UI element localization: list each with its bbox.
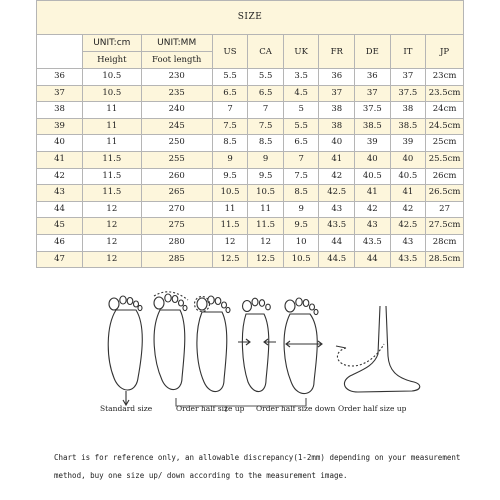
- height-header: Height: [83, 52, 142, 69]
- table-cell: 42: [37, 168, 83, 185]
- table-cell: 36: [355, 69, 391, 86]
- table-cell: 7: [212, 102, 248, 119]
- table-cell: 8.5: [248, 135, 284, 152]
- table-cell: 38: [319, 118, 355, 135]
- size-chart-table: [36, 0, 464, 268]
- table-cell: 42: [355, 201, 391, 218]
- table-cell: 38: [390, 102, 426, 119]
- table-cell: 10.5: [83, 85, 142, 102]
- table-cell: 40: [319, 135, 355, 152]
- table-row: [37, 102, 464, 119]
- table-cell: 12.5: [248, 251, 284, 268]
- foot-long-icon: [195, 296, 231, 392]
- region-jp: JP: [426, 35, 464, 69]
- table-cell: 38.5: [355, 118, 391, 135]
- table-cell: 42.5: [390, 218, 426, 235]
- foot-length-header: Foot length: [141, 52, 212, 69]
- table-cell: 37.5: [355, 102, 391, 119]
- table-row: [37, 251, 464, 268]
- table-row: [37, 118, 464, 135]
- table-row: [37, 135, 464, 152]
- region-ca: CA: [248, 35, 284, 69]
- table-cell: 9.5: [248, 168, 284, 185]
- table-cell: 12: [212, 234, 248, 251]
- table-cell: 43: [355, 218, 391, 235]
- table-cell: 255: [141, 151, 212, 168]
- table-cell: 285: [141, 251, 212, 268]
- table-cell: 8.5: [212, 135, 248, 152]
- table-cell: 36: [37, 69, 83, 86]
- table-cell: 28cm: [426, 234, 464, 251]
- table-cell: 240: [141, 102, 212, 119]
- table-cell: 44: [319, 234, 355, 251]
- table-cell: 9.5: [283, 218, 319, 235]
- table-row: [37, 69, 464, 86]
- table-cell: 9.5: [212, 168, 248, 185]
- table-cell: 25cm: [426, 135, 464, 152]
- table-cell: 9: [212, 151, 248, 168]
- table-cell: 37: [319, 85, 355, 102]
- table-cell: 42.5: [319, 185, 355, 202]
- table-cell: 7: [248, 102, 284, 119]
- region-it: IT: [390, 35, 426, 69]
- table-cell: 12: [83, 251, 142, 268]
- table-cell: 12: [83, 201, 142, 218]
- table-row: [37, 185, 464, 202]
- table-cell: 41: [390, 185, 426, 202]
- table-cell: 11.5: [83, 185, 142, 202]
- table-cell: 10.5: [248, 185, 284, 202]
- table-cell: 23cm: [426, 69, 464, 86]
- table-cell: 12: [83, 218, 142, 235]
- foot-wide-icon: [284, 298, 322, 394]
- table-cell: 43: [390, 234, 426, 251]
- table-cell: 9: [283, 201, 319, 218]
- table-cell: 250: [141, 135, 212, 152]
- region-de: DE: [355, 35, 391, 69]
- table-cell: 235: [141, 85, 212, 102]
- table-cell: 11.5: [83, 168, 142, 185]
- table-cell: 7.5: [248, 118, 284, 135]
- table-cell: 11: [83, 135, 142, 152]
- table-cell: 42: [390, 201, 426, 218]
- table-cell: 43.5: [355, 234, 391, 251]
- table-cell: 37: [390, 69, 426, 86]
- table-cell: 41: [355, 185, 391, 202]
- table-cell: 40: [37, 135, 83, 152]
- table-cell: 260: [141, 168, 212, 185]
- table-cell: 245: [141, 118, 212, 135]
- table-cell: 46: [37, 234, 83, 251]
- table-cell: 270: [141, 201, 212, 218]
- table-cell: 40: [355, 151, 391, 168]
- table-cell: 24.5cm: [426, 118, 464, 135]
- table-cell: 37.5: [390, 85, 426, 102]
- table-cell: 12: [248, 234, 284, 251]
- table-row: [37, 151, 464, 168]
- table-cell: 44.5: [319, 251, 355, 268]
- unit-cm-label: UNIT:cm: [83, 35, 142, 52]
- table-cell: 27.5cm: [426, 218, 464, 235]
- table-cell: 39: [390, 135, 426, 152]
- table-cell: 41: [319, 151, 355, 168]
- caption-standard-size: Standard size: [100, 404, 153, 413]
- table-cell: 11: [83, 118, 142, 135]
- table-cell: 43.5: [319, 218, 355, 235]
- table-cell: 38.5: [390, 118, 426, 135]
- table-cell: 27: [426, 201, 464, 218]
- table-cell: 36: [319, 69, 355, 86]
- table-cell: 44: [355, 251, 391, 268]
- table-cell: 10.5: [212, 185, 248, 202]
- table-cell: 11.5: [212, 218, 248, 235]
- table-cell: 11.5: [83, 151, 142, 168]
- table-cell: 23.5cm: [426, 85, 464, 102]
- table-row: [37, 234, 464, 251]
- table-cell: 5.5: [283, 118, 319, 135]
- table-cell: 10: [283, 234, 319, 251]
- table-cell: 7.5: [283, 168, 319, 185]
- table-cell: 41: [37, 151, 83, 168]
- table-cell: 11: [248, 201, 284, 218]
- corner-cell: [37, 35, 83, 69]
- table-cell: 5.5: [212, 69, 248, 86]
- table-cell: 6.5: [283, 135, 319, 152]
- foot-side-icon: [336, 306, 420, 392]
- table-row: [37, 201, 464, 218]
- disclaimer-line-1: Chart is for reference only, an allowable discrepancy(1-2mm) depending on your measurement: [54, 453, 461, 462]
- caption-half-size-up-1: Order half size up: [176, 404, 245, 413]
- table-row: [37, 168, 464, 185]
- table-cell: 43.5: [390, 251, 426, 268]
- table-cell: 38: [319, 102, 355, 119]
- table-cell: 230: [141, 69, 212, 86]
- table-cell: 47: [37, 251, 83, 268]
- table-cell: 45: [37, 218, 83, 235]
- table-cell: 280: [141, 234, 212, 251]
- table-cell: 39: [37, 118, 83, 135]
- table-row: [37, 85, 464, 102]
- table-row: [37, 218, 464, 235]
- table-cell: 12.5: [212, 251, 248, 268]
- table-cell: 9: [248, 151, 284, 168]
- table-cell: 43: [319, 201, 355, 218]
- table-cell: 28.5cm: [426, 251, 464, 268]
- region-us: US: [212, 35, 248, 69]
- table-cell: 4.5: [283, 85, 319, 102]
- table-cell: 265: [141, 185, 212, 202]
- table-cell: 40.5: [390, 168, 426, 185]
- region-fr: FR: [319, 35, 355, 69]
- table-cell: 8.5: [283, 185, 319, 202]
- table-cell: 43: [37, 185, 83, 202]
- foot-wide-toe-icon: [154, 292, 188, 390]
- table-cell: 6.5: [248, 85, 284, 102]
- table-cell: 26cm: [426, 168, 464, 185]
- unit-mm-label: UNIT:MM: [141, 35, 212, 52]
- table-cell: 5: [283, 102, 319, 119]
- table-cell: 10.5: [83, 69, 142, 86]
- caption-half-size-down: Order half size down: [256, 404, 336, 413]
- table-cell: 275: [141, 218, 212, 235]
- table-cell: 5.5: [248, 69, 284, 86]
- table-cell: 10.5: [283, 251, 319, 268]
- table-cell: 7.5: [212, 118, 248, 135]
- table-cell: 6.5: [212, 85, 248, 102]
- table-cell: 7: [283, 151, 319, 168]
- table-cell: 3.5: [283, 69, 319, 86]
- disclaimer-line-2: method, buy one size up/ down according to the measurement image.: [54, 471, 348, 480]
- table-cell: 11.5: [248, 218, 284, 235]
- table-cell: 40: [390, 151, 426, 168]
- table-cell: 38: [37, 102, 83, 119]
- table-cell: 39: [355, 135, 391, 152]
- region-uk: UK: [283, 35, 319, 69]
- table-cell: 11: [212, 201, 248, 218]
- caption-half-size-up-2: Order half size up: [338, 404, 407, 413]
- table-cell: 37: [37, 85, 83, 102]
- foot-narrow-icon: [238, 298, 276, 391]
- table-cell: 40.5: [355, 168, 391, 185]
- table-cell: 24cm: [426, 102, 464, 119]
- foot-measurement-illustration: [96, 286, 426, 416]
- table-cell: 37: [355, 85, 391, 102]
- table-cell: 26.5cm: [426, 185, 464, 202]
- foot-standard-icon: [108, 296, 142, 405]
- table-title: SIZE: [37, 1, 464, 35]
- table-cell: 25.5cm: [426, 151, 464, 168]
- table-cell: 44: [37, 201, 83, 218]
- table-cell: 42: [319, 168, 355, 185]
- table-cell: 12: [83, 234, 142, 251]
- table-cell: 11: [83, 102, 142, 119]
